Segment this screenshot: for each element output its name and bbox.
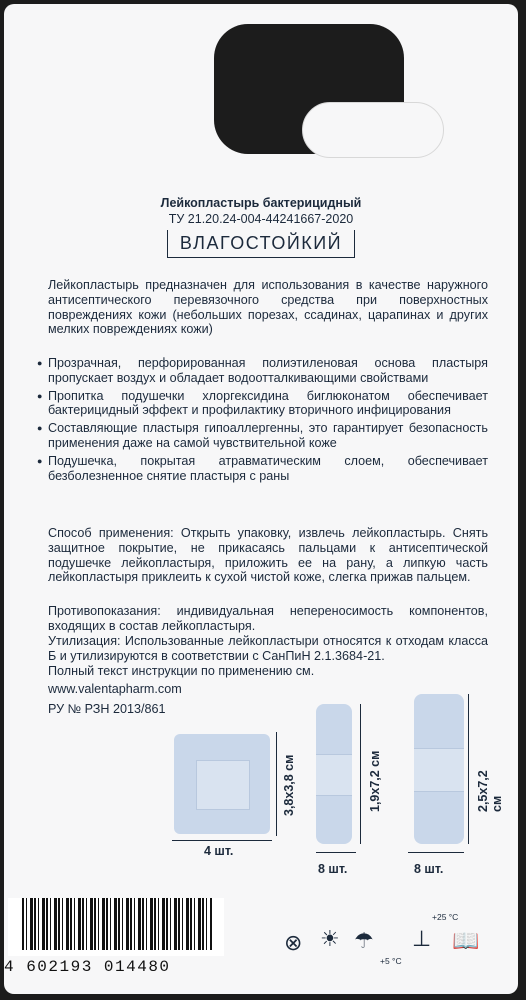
hang-slot bbox=[302, 102, 444, 158]
barcode bbox=[8, 898, 224, 956]
square-plaster-illustration bbox=[174, 734, 270, 834]
dim-line bbox=[316, 852, 356, 853]
registration-number: РУ № РЗН 2013/861 bbox=[48, 702, 166, 716]
dim-line bbox=[276, 732, 277, 836]
feature-list bbox=[48, 356, 488, 486]
dim-line bbox=[360, 704, 361, 844]
min-temp-label: +5 °С bbox=[380, 956, 402, 966]
usage-text: Способ применения: Открыть упаковку, извлечь лейкопластырь. Снять защитное покрытие, не прикасаясь пальцами к антисептической подушечке лейкопластыря, приложить ее на рану, а липкую часть лейкопластыря приклеить к сухой чистой коже, слегка прижав пальцем. bbox=[48, 526, 488, 585]
product-name: Лейкопластырь бактерицидный bbox=[160, 196, 362, 210]
dim-line bbox=[468, 694, 469, 844]
intro-text: Лейкопластырь предназначен для использования в качестве наружного антисептического перевязочного средства при поверхностных повреждениях кожи (небольших порезах, ссадинах, царапинах и других мелких повреждениях кожи) bbox=[48, 278, 488, 337]
read-instructions-icon: 📖 bbox=[452, 928, 480, 953]
website-link[interactable]: www.valentapharm.com bbox=[48, 682, 182, 696]
narrow-strip-plaster-illustration bbox=[316, 704, 352, 844]
disposal-text: Утилизация: Использованные лейкопластыри относятся к отходам класса Б и утилизируются в соответствии с СанПиН 2.1.3684-21. bbox=[48, 634, 488, 663]
list-item: ● Составляющие пластыря гипоаллергенны, это гарантирует безопасность применения даже на самой чувствительной коже bbox=[48, 421, 488, 451]
full-instructions-text: Полный текст инструкции по применению см. bbox=[48, 664, 315, 678]
list-item: ● Подушечка, покрытая атравматическим слоем, обеспечивает безболезненное снятие пластыря с раны bbox=[48, 454, 488, 484]
size-dimension-label: 1,9х7,2 см bbox=[368, 750, 382, 812]
size-count-label: 4 шт. bbox=[204, 844, 234, 858]
contraindications-text: Противопоказания: индивидуальная непереносимость компонентов, входящих в состав лейкопластыря. bbox=[48, 604, 488, 633]
list-item: ● Прозрачная, перфорированная полиэтиленовая основа пластыря пропускает воздух и обладает водоотталкивающими свойствами bbox=[48, 356, 488, 386]
dim-line bbox=[172, 840, 272, 841]
waterproof-badge: ВЛАГОСТОЙКИЙ bbox=[167, 230, 355, 258]
storage-icons bbox=[284, 912, 504, 966]
wide-strip-plaster-illustration bbox=[414, 694, 464, 844]
max-temp-label: +25 °С bbox=[432, 912, 459, 922]
no-reuse-icon: ⊗ bbox=[284, 930, 303, 955]
keep-dry-icon: ☂ bbox=[354, 928, 374, 953]
dim-line bbox=[408, 852, 464, 853]
package-card bbox=[4, 4, 518, 994]
list-item: ● Пропитка подушечки хлоргексидина биглюконатом обеспечивает бактерицидный эффект и профилактику вторичного инфицирования bbox=[48, 389, 488, 419]
size-dimension-label: 2,5х7,2 см bbox=[476, 770, 504, 812]
size-count-label: 8 шт. bbox=[414, 862, 444, 876]
barcode-number: 4 602193 014480 bbox=[4, 958, 171, 976]
keep-from-sun-icon: ☀ bbox=[320, 926, 340, 951]
size-count-label: 8 шт. bbox=[318, 862, 348, 876]
temperature-limit-icon: ⊥ bbox=[412, 926, 432, 951]
tech-spec-number: ТУ 21.20.24-004-44241667-2020 bbox=[168, 212, 354, 226]
size-dimension-label: 3,8х3,8 см bbox=[282, 754, 296, 816]
